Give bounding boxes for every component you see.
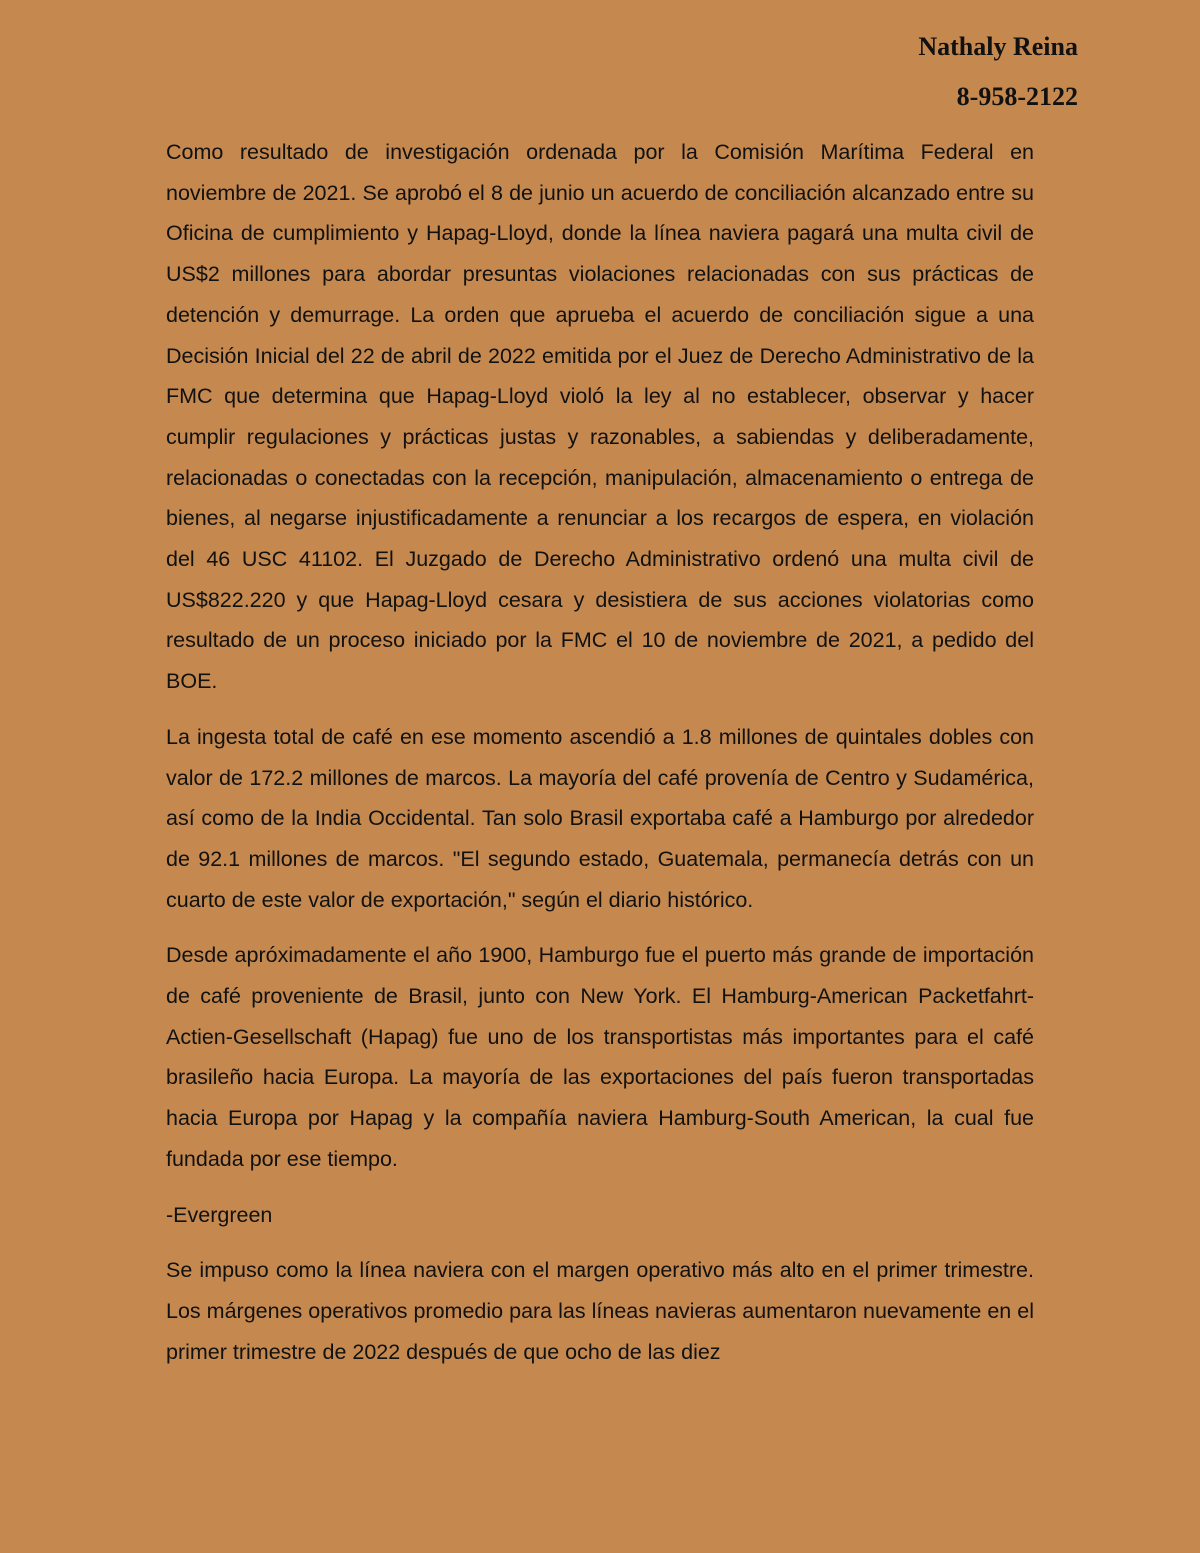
author-header — [918, 22, 1078, 122]
paragraph-hamburg-port: Desde apróximadamente el año 1900, Hamburgo fue el puerto más grande de importación de café proveniente de Brasil, junto con New York. El Hamburg-American Packetfahrt-Actien-Gesellschaft (Hapag) fue uno de los transportistas más importantes para el café brasileño hacia Europa. La mayoría de las exportaciones del país fueron transportadas hacia Europa por Hapag y la compañía naviera Hamburg-South American, la cual fue fundada por ese tiempo. — [166, 943, 1034, 1171]
paragraph-evergreen-margin: Se impuso como la línea naviera con el margen operativo más alto en el primer trimestre. Los márgenes operativos promedio para las líneas navieras aumentaron nuevamente en el primer trimestre de 2022 después de que ocho de las diez — [166, 1258, 1034, 1364]
section-heading-evergreen: -Evergreen — [166, 1202, 273, 1227]
paragraph-coffee-intake: La ingesta total de café en ese momento ascendió a 1.8 millones de quintales dobles con valor de 172.2 millones de marcos. La mayoría del café provenía de Centro y Sudamérica, así como de la India Occidental. Tan solo Brasil exportaba café a Hamburgo por alrededor de 92.1 millones de marcos. "El segundo estado, Guatemala, permanecía detrás con un cuarto de este valor de exportación," según el diario histórico. — [166, 724, 1034, 912]
paragraph-hapag-lloyd-fine: Como resultado de investigación ordenada por la Comisión Marítima Federal en noviembre de 2021. Se aprobó el 8 de junio un acuerdo de conciliación alcanzado entre su Oficina de cumplimiento y Hapag-Lloyd, donde la línea naviera pagará una multa civil de US$2 millones para abordar presuntas violaciones relacionadas con sus prácticas de detención y demurrage. La orden que aprueba el acuerdo de conciliación sigue a una Decisión Inicial del 22 de abril de 2022 emitida por el Juez de Derecho Administrativo de la FMC que determina que Hapag-Lloyd violó la ley al no establecer, observar y hacer cumplir regulaciones y prácticas justas y razonables, a sabiendas y deliberadamente, relacionadas o conectadas con la recepción, manipulación, almacenamiento o entrega de bienes, al negarse injustificadamente a renunciar a los recargos de espera, en violación del 46 USC 41102. El Juzgado de Derecho Administrativo ordenó una multa civil de US$822.220 y que Hapag-Lloyd cesara y desistiera de sus acciones violatorias como resultado de un proceso iniciado por la FMC el 10 de noviembre de 2021, a pedido del BOE. — [166, 140, 1034, 694]
author-name: Nathaly Reina — [918, 32, 1078, 61]
author-id: 8-958-2122 — [956, 82, 1078, 111]
document-body — [166, 132, 1034, 1387]
